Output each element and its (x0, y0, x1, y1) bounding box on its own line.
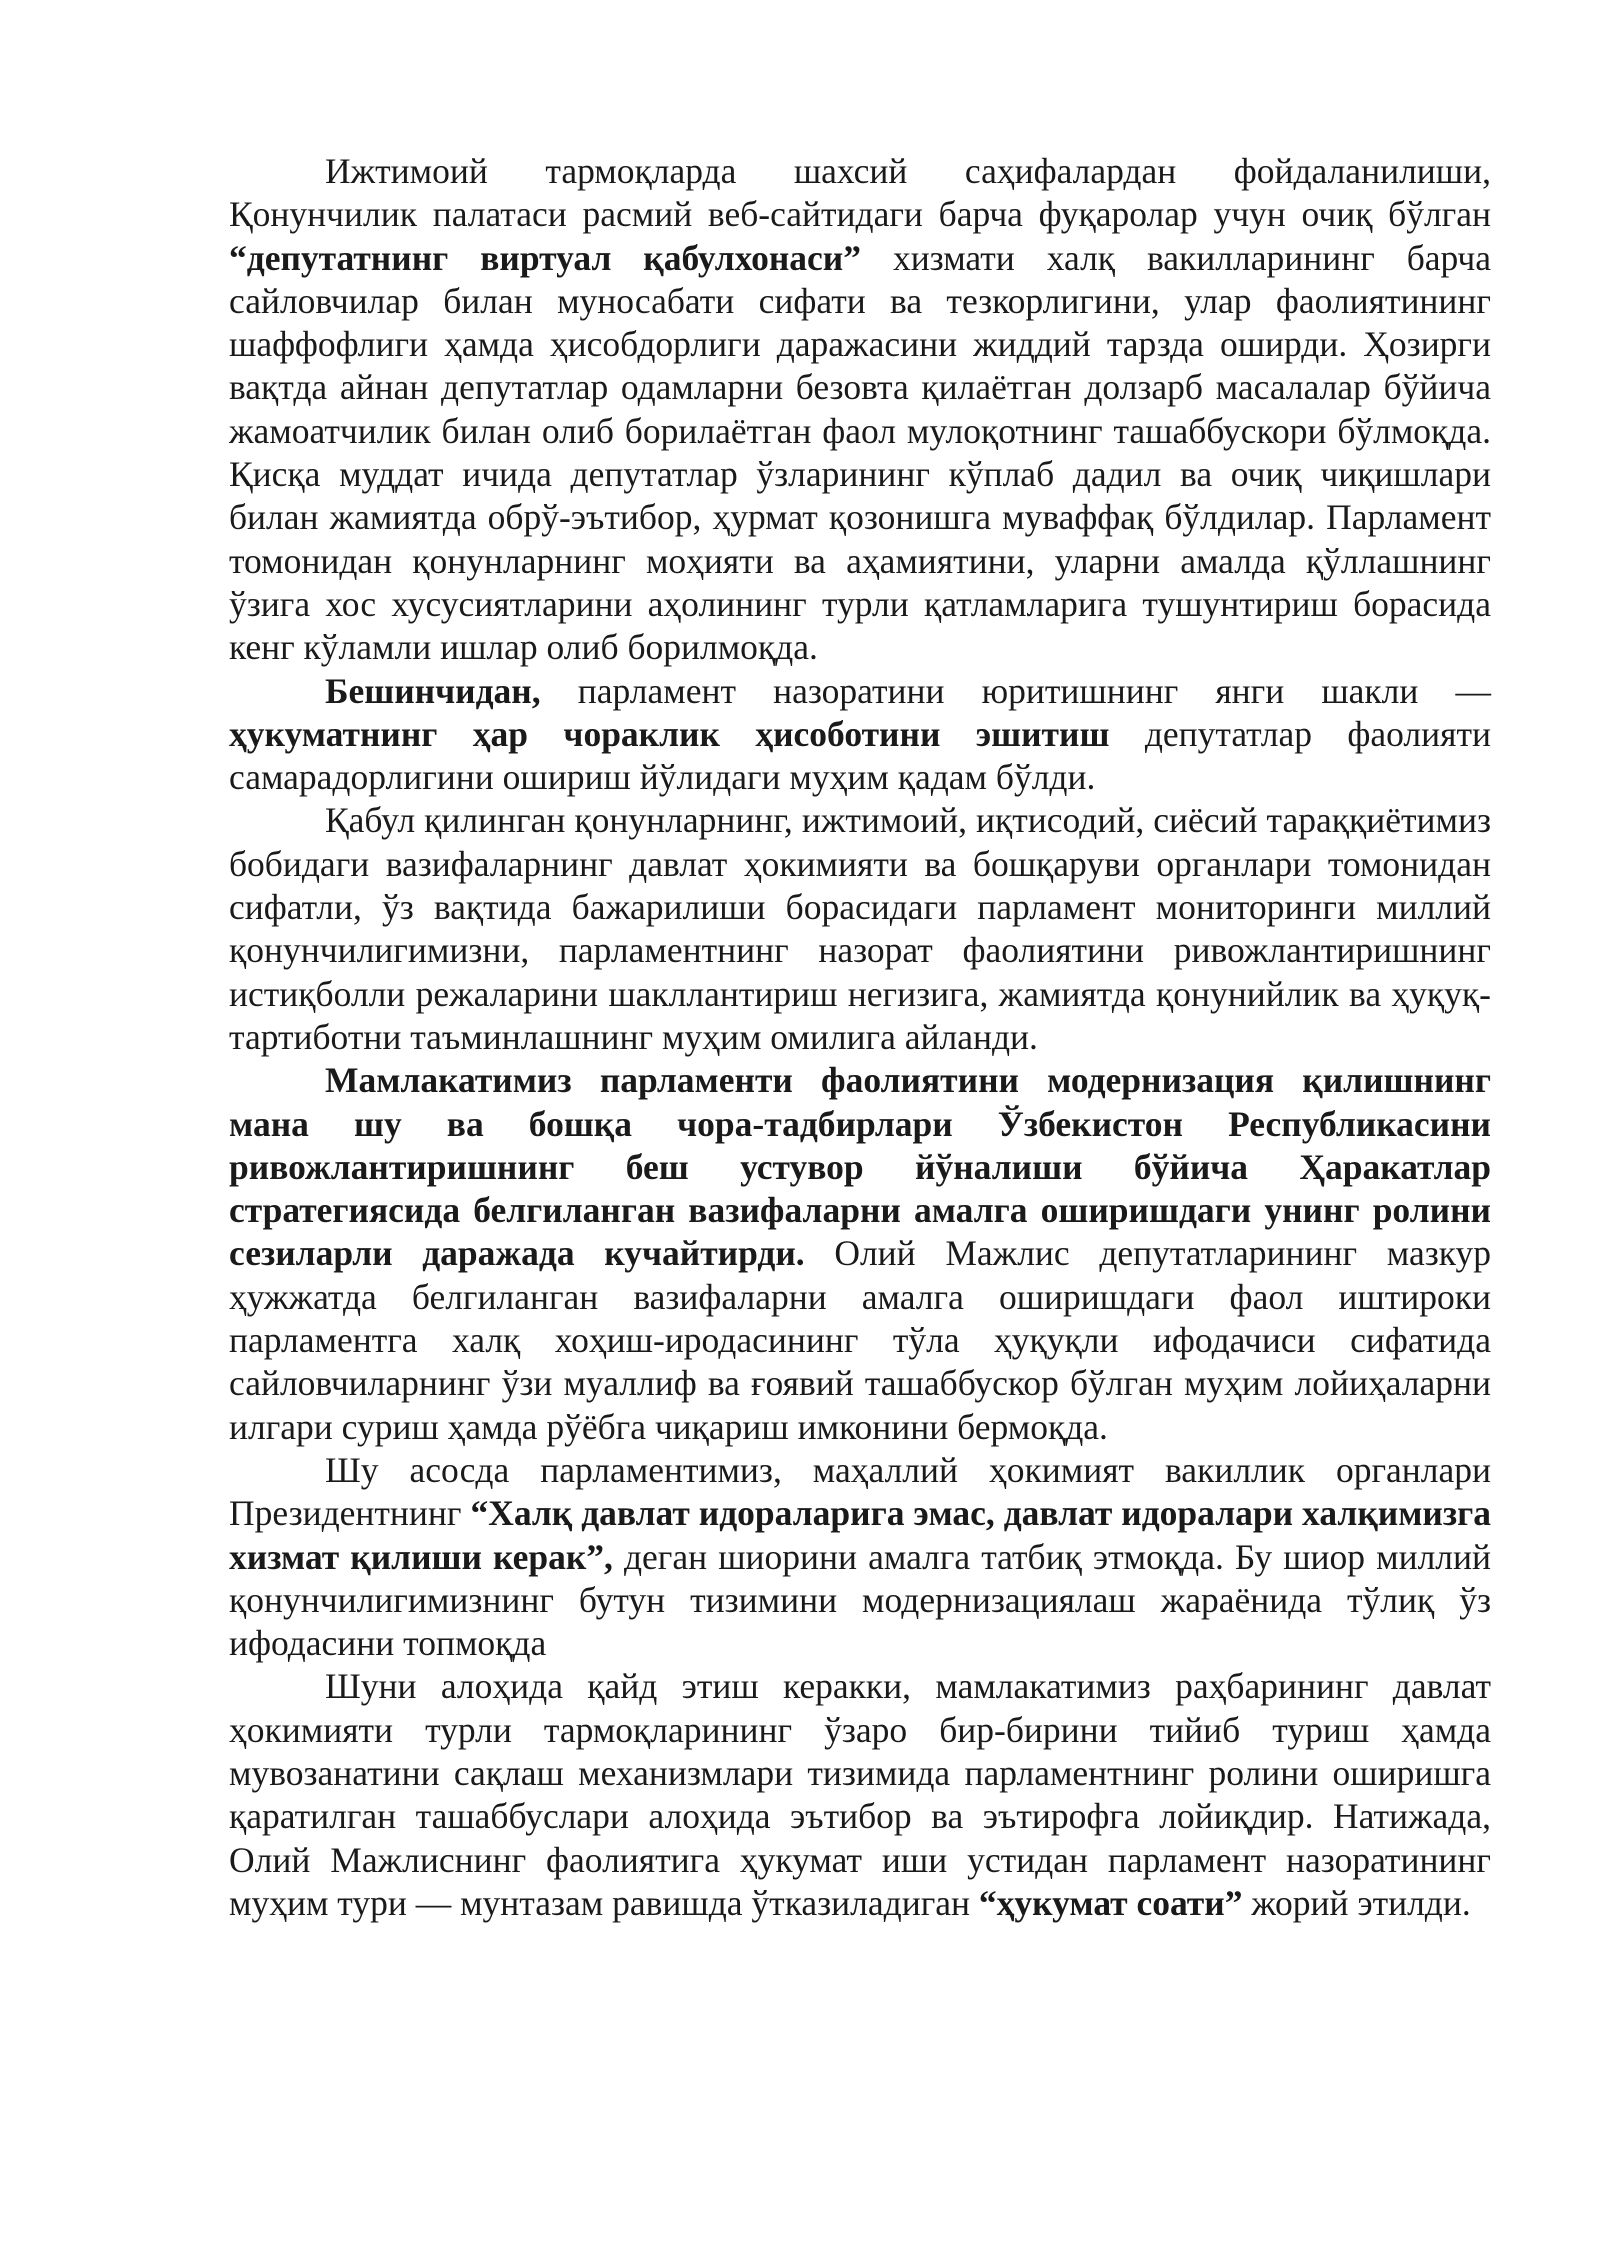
text-run: Шу асосда парламентимиз, маҳаллий ҳокимият вакиллик органлари Президентнинг (229, 1449, 1491, 1534)
text-run: Олий Мажлис депутатларининг мазкур ҳужжатда белгиланган вазифаларни амалга оширишдаги фаол иштироки парламентга халқ хоҳиш-иродасининг тўла ҳуқуқли ифодачиси сифатида сайловчиларнинг ўзи муаллиф ва ғоявий ташаббускор бўлган муҳим лойиҳаларни илгари суриш ҳамда рўёбга чиқариш имконини бермоқда. (229, 1233, 1491, 1447)
text-run-bold: “Халқ давлат идораларига эмас, давлат идоралари халқимизга хизмат қилиши керак”, (229, 1493, 1491, 1577)
text-run: деган шиорини амалга татбиқ этмоқда. Бу шиор миллий қонунчилигимизнинг бутун тизимини модернизациялаш жараёнида тўлиқ ўз ифодасини топмоқда (229, 1536, 1492, 1664)
text-run: депутатлар фаолияти самарадорлигини ошириш йўлидаги муҳим қадам бўлди. (229, 713, 1491, 798)
paragraph-social-networks (229, 150, 1491, 670)
text-run: хизмати халқ вакилларининг барча сайловчилар билан муносабати сифати ва тезкорлигини, улар фаолиятининг шаффофлиги ҳамда ҳисобдорлиги даражасини жиддий тарзда оширди. Ҳозирги вақтда айнан депутатлар одамларни безовта қилаётган долзарб масалалар бўйича жамоатчилик билан олиб борилаётган фаол мулоқотнинг ташаббускори бўлмоқда. Қисқа муддат ичида депутатлар ўзларининг кўплаб дадил ва очиқ чиқишлари билан жамиятда обрў-эътибор, ҳурмат қозонишга муваффақ бўлдилар. Парламент томонидан қонунларнинг моҳияти ва аҳамиятини, уларни амалда қўллашнинг ўзига хос хусусиятларини аҳолининг турли қатламларига тушунтириш борасида кенг кўламли ишлар олиб борилмоқда. (229, 237, 1491, 668)
paragraph-fifthly (229, 670, 1491, 800)
text-run-bold: ҳукуматнинг ҳар чораклик ҳисоботини эшитиш (229, 713, 1110, 754)
document-page (229, 150, 1491, 1925)
text-run-bold: “депутатнинг виртуал қабулхонаси” (229, 237, 861, 278)
text-run: Қабул қилинган қонунларнинг, ижтимоий, иқтисодий, сиёсий тараққиётимиз бобидаги вазифаларнинг давлат ҳокимияти ва бошқаруви органлари томонидан сифатли, ўз вақтида бажарилиши борасидаги парламент мониторинги миллий қонунчилигимизни, парламентнинг назорат фаолиятини ривожлантиришнинг истиқболли режаларини шакллантириш негизига, жамиятда қонунийлик ва ҳуқуқ-тартиботни таъминлашнинг муҳим омилига айланди. (229, 800, 1491, 1057)
text-run-bold: “ҳукумат соати” (978, 1882, 1243, 1923)
text-run-bold: Мамлакатимиз парламенти фаолиятини модернизация қилишнинг мана шу ва бошқа чора-тадбирлари Ўзбекистон Республикасини ривожлантиришнинг беш устувор йўналиши бўйича Ҳаракатлар стратегиясида белгиланган вазифаларни амалга оширишдаги унинг ролини сезиларли даражада кучайтирди. (229, 1060, 1491, 1274)
text-run-bold: Бешинчидан, (325, 670, 541, 711)
paragraph-modernization (229, 1059, 1491, 1449)
text-run: Ижтимоий тармоқларда шахсий саҳифалардан фойдаланилиши, Қонунчилик палатаси расмий веб-сайтидаги барча фуқаролар учун очиқ бўлган (229, 151, 1491, 235)
paragraph-government-hour (229, 1665, 1491, 1925)
paragraph-slogan (229, 1449, 1491, 1665)
text-run: жорий этилди. (1242, 1882, 1471, 1923)
text-run: парламент назоратини юритишнинг янги шакли — (540, 670, 1491, 711)
text-run: Шуни алоҳида қайд этиш керакки, мамлакатимиз раҳбарининг давлат ҳокимияти турли тармоқларининг ўзаро бир-бирини тийиб туриш ҳамда мувозанатини сақлаш механизмлари тизимида парламентнинг ролини оширишга қаратилган ташаббуслари алоҳида эътибор ва эътирофга лойиқдир. Натижада, Олий Мажлиснинг фаолиятига ҳукумат иши устидан парламент назоратининг муҳим тури — мунтазам равишда ўтказиладиган (229, 1666, 1491, 1923)
paragraph-monitoring (229, 799, 1491, 1059)
